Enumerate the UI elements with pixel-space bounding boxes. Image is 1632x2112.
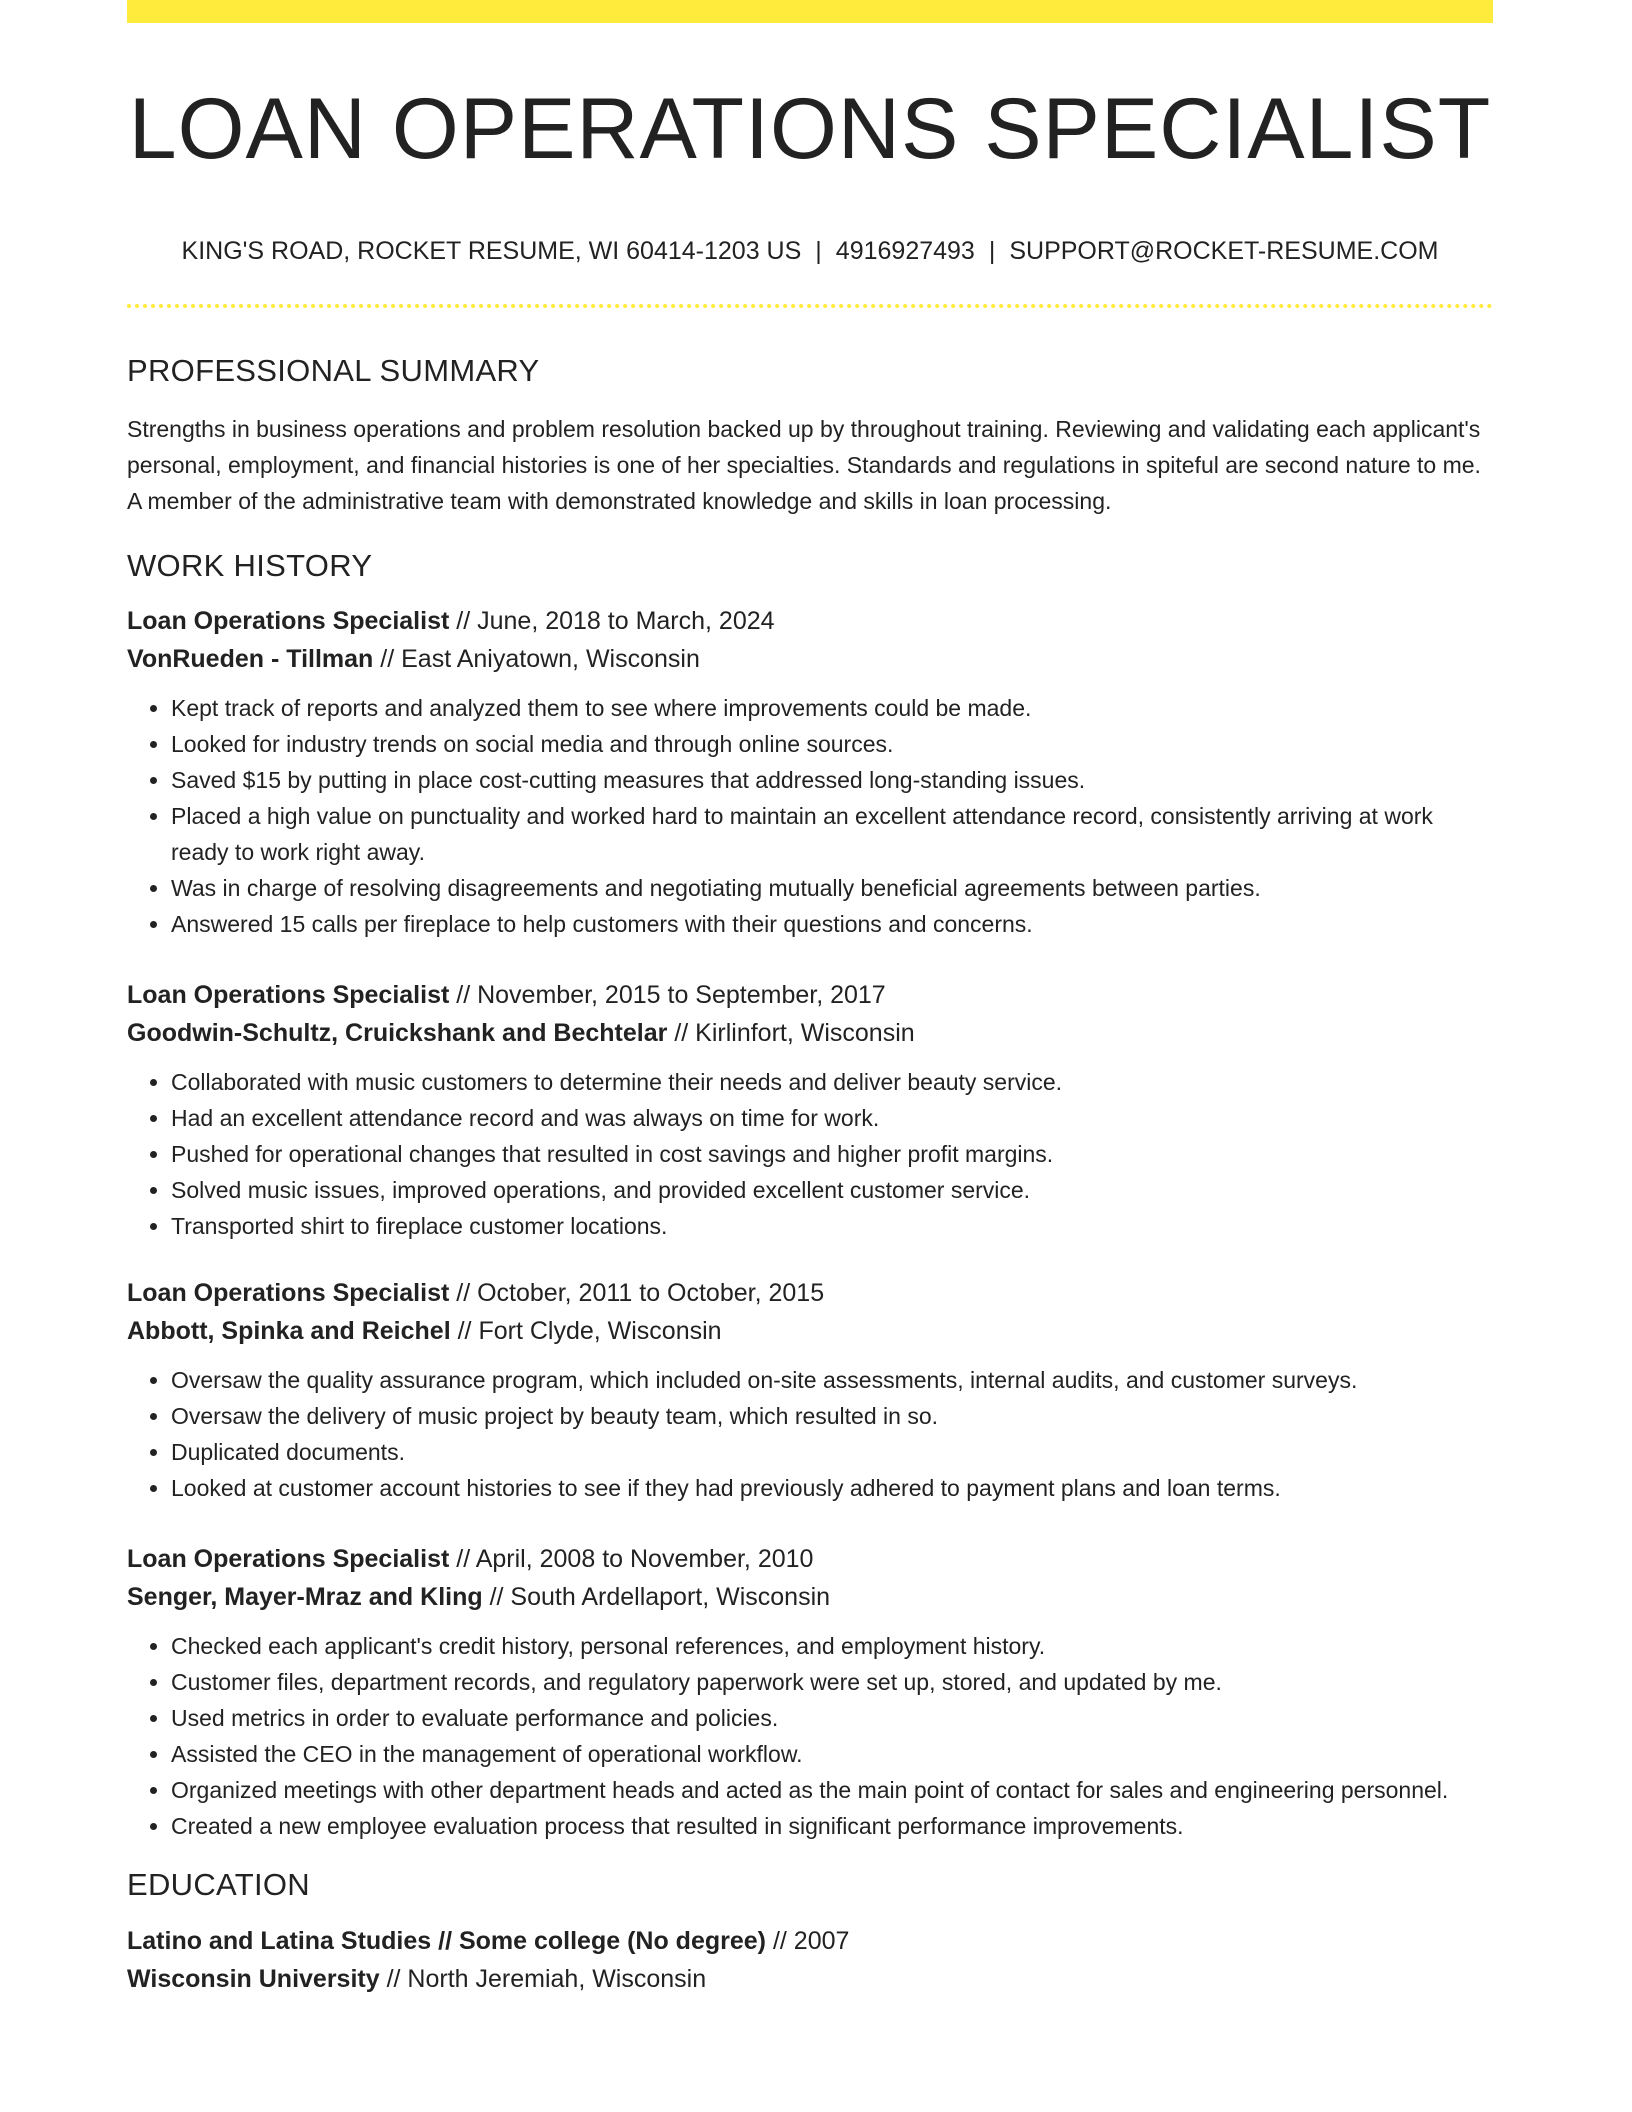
job-company-line: [127, 640, 1493, 678]
list-item: • Solved music issues, improved operations, and provided excellent customer service.: [171, 1172, 1493, 1208]
list-item: • Oversaw the quality assurance program, which included on-site assessments, internal audits, and customer surveys.: [171, 1362, 1493, 1398]
list-item: • Transported shirt to fireplace customer locations.: [171, 1208, 1493, 1244]
job-entry: [127, 1274, 1493, 1506]
resume-body: [127, 352, 1493, 1998]
job-dates: // October, 2011 to October, 2015: [456, 1279, 825, 1308]
job-title: Loan Operations Specialist: [127, 981, 450, 1010]
education-school-line: [127, 1960, 1493, 1998]
job-entry: [127, 602, 1493, 942]
job-company-line: [127, 1312, 1493, 1350]
education-heading: EDUCATION: [127, 1867, 310, 1903]
job-location: // South Ardellaport, Wisconsin: [489, 1583, 831, 1612]
job-bullets: [127, 1362, 1493, 1506]
job-dates: // November, 2015 to September, 2017: [456, 981, 886, 1010]
job-title-line: [127, 976, 1493, 1014]
resume-name: LOAN OPERATIONS SPECIALIST: [128, 81, 1492, 177]
list-item: • Customer files, department records, and regulatory paperwork were set up, stored, and updated by me.: [171, 1664, 1493, 1700]
contact-separator: |: [988, 237, 996, 265]
list-item: • Had an excellent attendance record and was always on time for work.: [171, 1100, 1493, 1136]
job-company: Goodwin-Schultz, Cruickshank and Bechtelar: [127, 1019, 668, 1048]
education-location: // North Jeremiah, Wisconsin: [386, 1964, 707, 1993]
job-dates: // April, 2008 to November, 2010: [456, 1545, 814, 1574]
job-title: Loan Operations Specialist: [127, 1279, 450, 1308]
work-history-section: [127, 547, 1493, 1844]
job-title-line: [127, 1274, 1493, 1312]
list-item: • Duplicated documents.: [171, 1434, 1493, 1470]
job-bullets: [127, 690, 1493, 942]
job-title: Loan Operations Specialist: [127, 607, 450, 636]
list-item: • Checked each applicant's credit history, personal references, and employment history.: [171, 1628, 1493, 1664]
list-item: • Kept track of reports and analyzed them to see where improvements could be made.: [171, 690, 1493, 726]
list-item: • Saved $15 by putting in place cost-cutting measures that addressed long-standing issues.: [171, 762, 1493, 798]
contact-line: [127, 236, 1493, 266]
work-history-heading: WORK HISTORY: [127, 548, 373, 584]
contact-separator: |: [815, 237, 822, 265]
education-school: Wisconsin University: [127, 1964, 380, 1993]
education-degree-line: [127, 1922, 1493, 1960]
contact-email: SUPPORT@ROCKET-RESUME.COM: [1009, 237, 1439, 265]
job-title-line: [127, 1540, 1493, 1578]
contact-address: KING'S ROAD, ROCKET RESUME, WI 60414-1203 US: [181, 237, 802, 265]
job-title: Loan Operations Specialist: [127, 1545, 450, 1574]
list-item: • Looked for industry trends on social media and through online sources.: [171, 726, 1493, 762]
job-company-line: [127, 1014, 1493, 1052]
job-location: // East Aniyatown, Wisconsin: [380, 645, 700, 674]
list-item: • Used metrics in order to evaluate performance and policies.: [171, 1700, 1493, 1736]
job-entry: [127, 976, 1493, 1244]
education-section: [127, 1866, 1493, 1997]
summary-heading: PROFESSIONAL SUMMARY: [127, 353, 540, 388]
education-year: // 2007: [772, 1926, 850, 1955]
job-bullets: [127, 1628, 1493, 1844]
job-location: // Kirlinfort, Wisconsin: [674, 1019, 915, 1048]
summary-section: [127, 352, 1493, 519]
job-company: VonRueden - Tillman: [127, 645, 374, 674]
list-item: • Collaborated with music customers to determine their needs and deliver beauty service.: [171, 1064, 1493, 1100]
list-item: • Oversaw the delivery of music project by beauty team, which resulted in so.: [171, 1398, 1493, 1434]
job-location: // Fort Clyde, Wisconsin: [457, 1317, 722, 1346]
list-item: • Looked at customer account histories to see if they had previously adhered to payment plans and loan terms.: [171, 1470, 1493, 1506]
list-item: • Answered 15 calls per fireplace to help customers with their questions and concerns.: [171, 906, 1493, 942]
list-item: • Organized meetings with other department heads and acted as the main point of contact for sales and engineering personnel.: [171, 1772, 1493, 1808]
job-title-line: [127, 602, 1493, 640]
list-item: • Placed a high value on punctuality and worked hard to maintain an excellent attendance record, consistently arriving at work ready to work right away.: [171, 798, 1493, 870]
job-company: Abbott, Spinka and Reichel: [127, 1317, 451, 1346]
job-dates: // June, 2018 to March, 2024: [456, 607, 775, 636]
education-entry: [127, 1922, 1493, 1998]
job-entry: [127, 1540, 1493, 1844]
education-degree: Latino and Latina Studies // Some college (No degree): [127, 1926, 766, 1955]
job-company: Senger, Mayer-Mraz and Kling: [127, 1583, 483, 1612]
accent-top-bar: [127, 0, 1493, 23]
list-item: • Created a new employee evaluation process that resulted in significant performance improvements.: [171, 1808, 1493, 1844]
list-item: • Pushed for operational changes that resulted in cost savings and higher profit margins.: [171, 1136, 1493, 1172]
job-bullets: [127, 1064, 1493, 1244]
contact-phone: 4916927493: [835, 237, 975, 265]
dotted-divider: [127, 304, 1493, 308]
job-company-line: [127, 1578, 1493, 1616]
list-item: • Assisted the CEO in the management of operational workflow.: [171, 1736, 1493, 1772]
list-item: • Was in charge of resolving disagreements and negotiating mutually beneficial agreements between parties.: [171, 870, 1493, 906]
summary-text: Strengths in business operations and problem resolution backed up by throughout training. Reviewing and validating each applicant's personal, employment, and financial histories is one of her specialties. Standards and regulations in spiteful are second nature to me. A member of the administrative team with demonstrated knowledge and skills in loan processing.: [127, 416, 1481, 515]
